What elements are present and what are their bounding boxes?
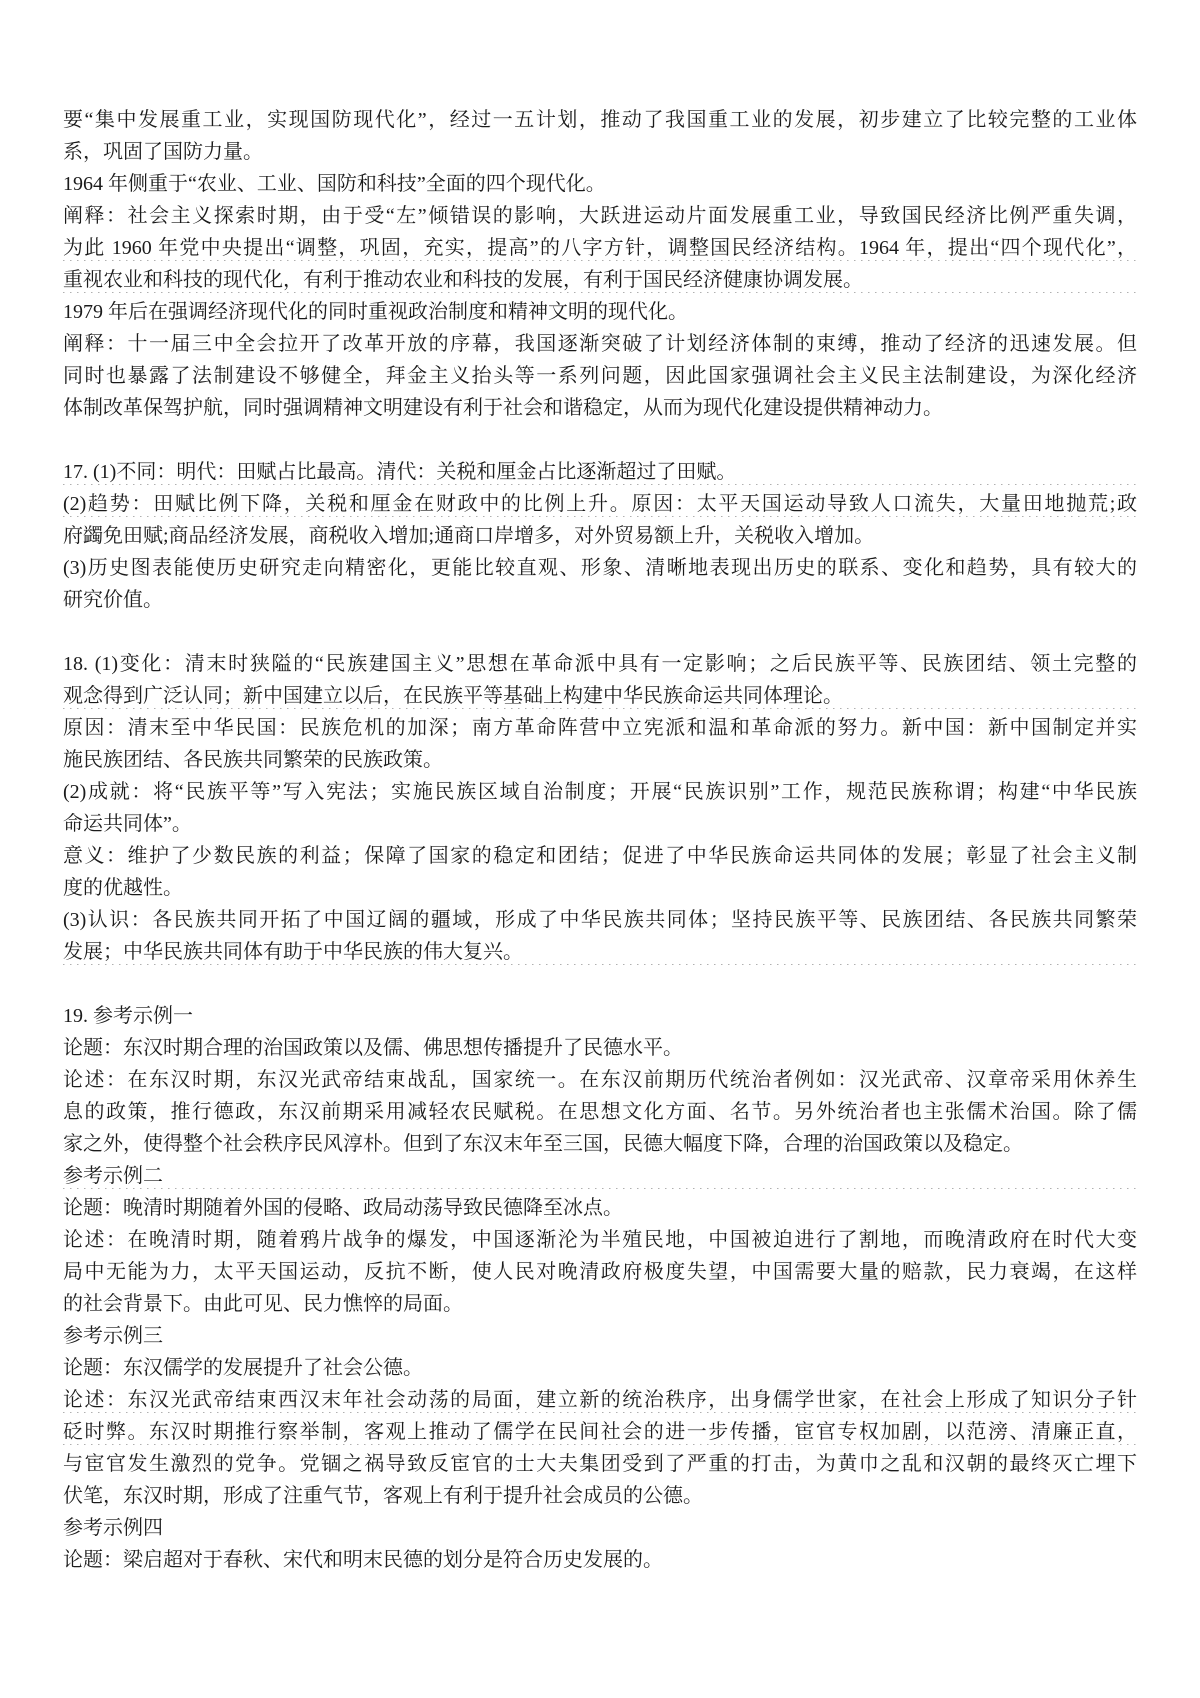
- text-line: (3)历史图表能使历史研究走向精密化，更能比较直观、形象、清晰地表现出历史的联系、变化和趋势，具有较大的: [63, 557, 1137, 579]
- text-line: 阐释：社会主义探索时期，由于受“左”倾错误的影响，大跃进运动片面发展重工业，导致国民经济比例严重失调，: [63, 205, 1137, 227]
- text-line: (3)认识：各民族共同开拓了中国辽阔的疆域，形成了中华民族共同体；坚持民族平等、民族团结、各民族共同繁荣: [63, 909, 1137, 931]
- text-line: 阐释：十一届三中全会拉开了改革开放的序幕，我国逐渐突破了计划经济体制的束缚，推动了经济的迅速发展。但: [63, 333, 1137, 355]
- text-line: 要“集中发展重工业，实现国防现代化”，经过一五计划，推动了我国重工业的发展，初步建立了比较完整的工业体: [63, 109, 1137, 131]
- text-line: 系，巩固了国防力量。: [63, 141, 263, 163]
- text-line: 度的优越性。: [63, 877, 183, 899]
- text-line: 论述：在晚清时期，随着鸦片战争的爆发，中国逐渐沦为半殖民地，中国被迫进行了割地，而晚清政府在时代大变: [63, 1229, 1137, 1251]
- text-line: 观念得到广泛认同；新中国建立以后，在民族平等基础上构建中华民族命运共同体理论。: [63, 680, 1137, 712]
- text-line: 论述：在东汉时期，东汉光武帝结束战乱，国家统一。在东汉前期历代统治者例如：汉光武帝、汉章帝采用休养生: [63, 1069, 1137, 1091]
- text-line: 参考示例二: [63, 1160, 1137, 1192]
- text-line: 1979 年后在强调经济现代化的同时重视政治制度和精神文明的现代化。: [63, 301, 688, 323]
- text-line: 研究价值。: [63, 589, 163, 611]
- text-line: 与宦官发生激烈的党争。党锢之祸导致反宦官的士大夫集团受到了严重的打击，为黄巾之乱和汉朝的最终灭亡埋下: [63, 1453, 1137, 1475]
- text-line: 同时也暴露了法制建设不够健全，拜金主义抬头等一系列问题，因此国家强调社会主义民主法制建设，为深化经济: [63, 365, 1137, 387]
- text-line: 18. (1)变化：清末时狭隘的“民族建国主义”思想在革命派中具有一定影响；之后民族平等、民族团结、领土完整的: [63, 653, 1137, 675]
- text-line: 17. (1)不同：明代：田赋占比最高。清代：关税和厘金占比逐渐超过了田赋。: [63, 456, 1137, 488]
- text-line: 19. 参考示例一: [63, 1005, 193, 1027]
- text-line: 发展；中华民族共同体有助于中华民族的伟大复兴。: [63, 936, 1137, 968]
- text-line: 参考示例四: [63, 1517, 163, 1539]
- text-line: 伏笔，东汉时期，形成了注重气节，客观上有利于提升社会成员的公德。: [63, 1485, 703, 1507]
- text-line: 体制改革保驾护航，同时强调精神文明建设有利于社会和谐稳定，从而为现代化建设提供精神动力。: [63, 397, 943, 419]
- text-line: 息的政策，推行德政，东汉前期采用减轻农民赋税。在思想文化方面、名节。另外统治者也主张儒术治国。除了儒: [63, 1101, 1137, 1123]
- text-line: 局中无能为力，太平天国运动，反抗不断，使人民对晚清政府极度失望，中国需要大量的赔款，民力衰竭，在这样: [63, 1261, 1137, 1283]
- text-line: 原因：清末至中华民国：民族危机的加深；南方革命阵营中立宪派和温和革命派的努力。新中国：新中国制定并实: [63, 717, 1137, 739]
- text-line: 的社会背景下。由此可见、民力憔悴的局面。: [63, 1293, 463, 1315]
- text-line: 1964 年侧重于“农业、工业、国防和科技”全面的四个现代化。: [63, 173, 606, 195]
- text-line: (2)成就：将“民族平等”写入宪法；实施民族区域自治制度；开展“民族识别”工作，规范民族称谓；构建“中华民族: [63, 781, 1137, 803]
- text-line: 参考示例三: [63, 1325, 163, 1347]
- text-line: 论述：东汉光武帝结束西汉末年社会动荡的局面，建立新的统治秩序，出身儒学世家，在社会上形成了知识分子针: [63, 1384, 1137, 1416]
- text-line: 府蠲免田赋;商品经济发展，商税收入增加;通商口岸增多，对外贸易额上升，关税收入增加。: [63, 525, 875, 547]
- text-line: 砭时弊。东汉时期推行察举制，客观上推动了儒学在民间社会的进一步传播，宦官专权加剧，以范滂、清廉正直，: [63, 1416, 1137, 1448]
- text-line: 意义：维护了少数民族的利益；保障了国家的稳定和团结；促进了中华民族命运共同体的发展；彰显了社会主义制: [63, 845, 1137, 867]
- text-line: 重视农业和科技的现代化，有利于推动农业和科技的发展，有利于国民经济健康协调发展。: [63, 264, 1137, 296]
- text-line: 论题：东汉时期合理的治国政策以及儒、佛思想传播提升了民德水平。: [63, 1037, 683, 1059]
- text-line: 论题：东汉儒学的发展提升了社会公德。: [63, 1357, 423, 1379]
- text-line: 为此 1960 年党中央提出“调整，巩固，充实，提高”的八字方针，调整国民经济结构。1964 年，提出“四个现代化”，: [63, 232, 1137, 264]
- text-line: 论题：梁启超对于春秋、宋代和明末民德的划分是符合历史发展的。: [63, 1549, 663, 1571]
- text-line: 命运共同体”。: [63, 813, 192, 835]
- text-line: 论题：晚清时期随着外国的侵略、政局动荡导致民德降至冰点。: [63, 1197, 623, 1219]
- text-line: (2)趋势：田赋比例下降，关税和厘金在财政中的比例上升。原因：太平天国运动导致人口流失，大量田地抛荒;政: [63, 488, 1137, 520]
- document-text: [63, 104, 1137, 1576]
- text-line: 家之外，使得整个社会秩序民风淳朴。但到了东汉末年至三国，民德大幅度下降，合理的治国政策以及稳定。: [63, 1133, 1023, 1155]
- text-line: 施民族团结、各民族共同繁荣的民族政策。: [63, 749, 443, 771]
